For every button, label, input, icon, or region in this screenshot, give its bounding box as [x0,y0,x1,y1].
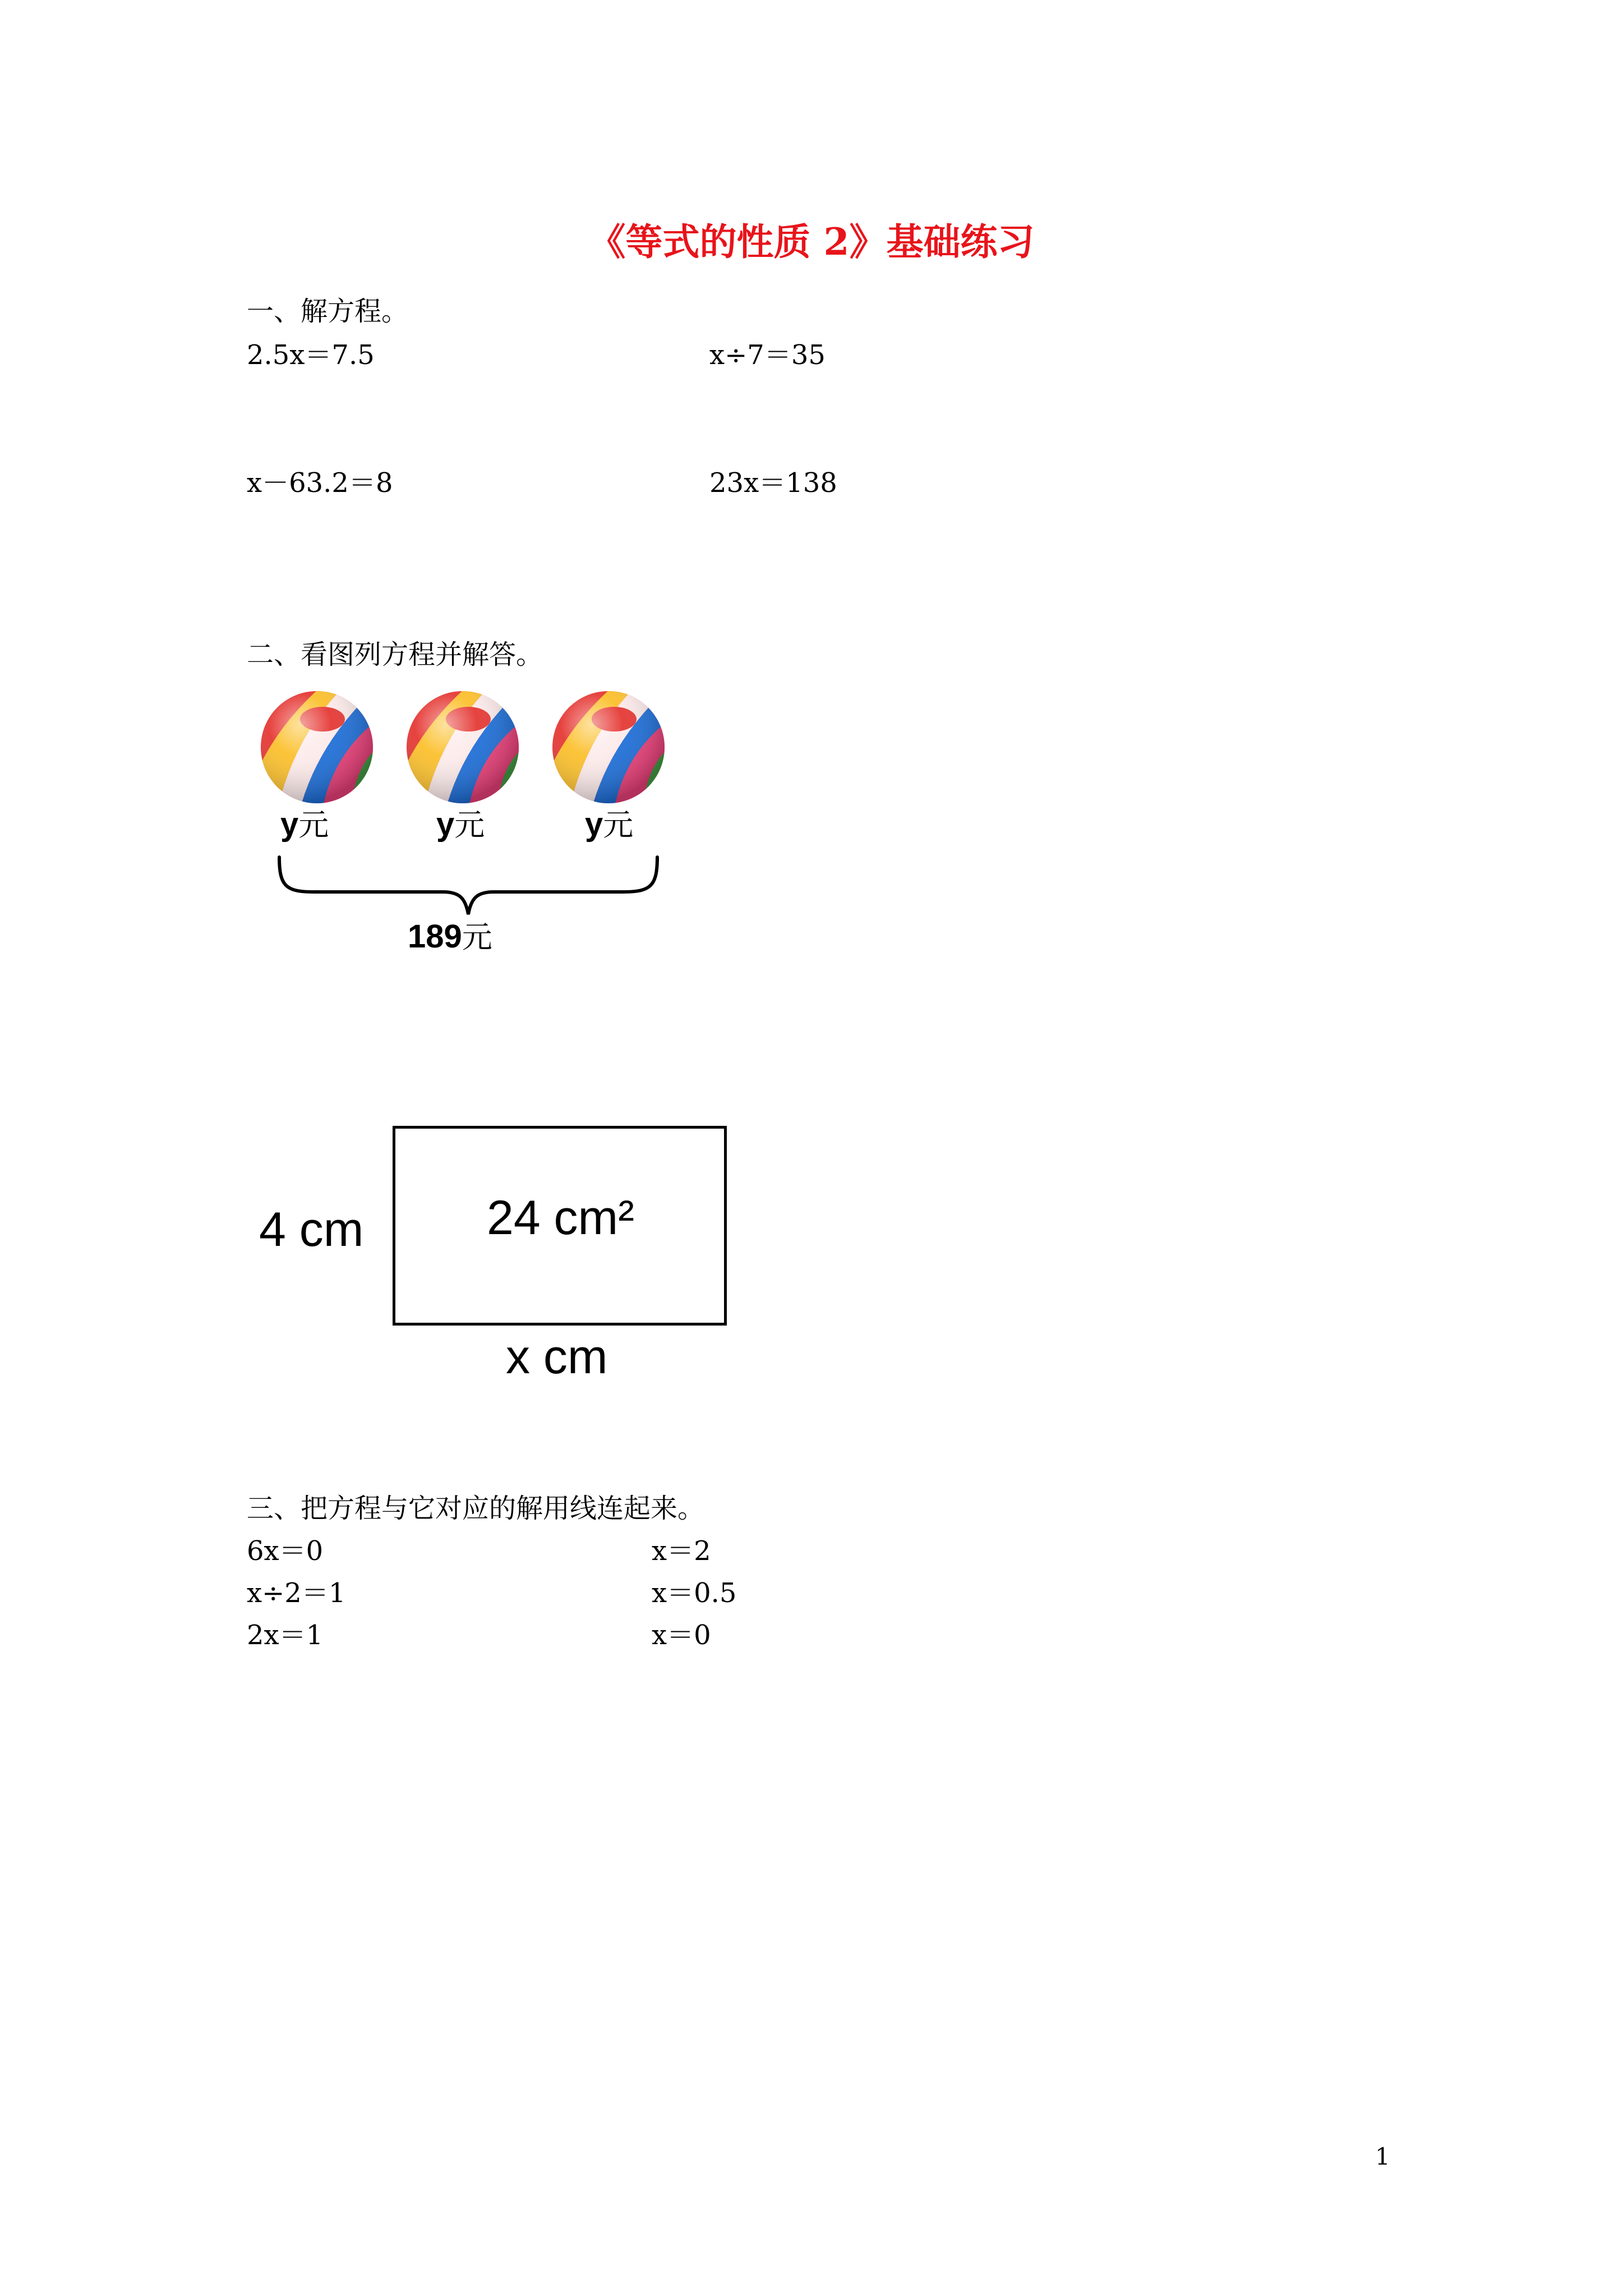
ball-price-unit: 元 [603,808,634,842]
rectangle-height-label: 4 cm [259,1203,364,1257]
total-price-value: 189 [408,918,462,955]
match-equation-3: 2x＝1 [247,1619,324,1651]
ball-price-var: y [436,806,455,843]
total-price-label [408,913,492,956]
equation-1: 2.5x＝7.5 [247,339,375,371]
beach-ball-icon [547,685,670,809]
ball-price-var: y [280,806,299,843]
match-solution-2: x＝0.5 [652,1577,737,1609]
page-title: 《等式的性质 2》基础练习 [588,220,1035,264]
ball-price-label [280,801,329,844]
section-3-heading: 三、把方程与它对应的解用线连起来。 [247,1493,705,1524]
beach-ball-icon [255,685,379,809]
match-equation-1: 6x＝0 [247,1535,324,1567]
ball-price-unit: 元 [454,808,485,842]
beach-ball-icon [401,685,524,809]
match-solution-1: x＝2 [652,1535,711,1567]
ball-price-var: y [585,806,603,843]
page-number: 1 [1375,2143,1390,2170]
equation-2: x÷7＝35 [709,339,826,371]
equation-3: x－63.2＝8 [247,467,393,499]
ball-price-unit: 元 [298,808,329,842]
match-solution-3: x＝0 [652,1619,711,1651]
ball-price-label [585,801,633,844]
rectangle-area-label: 24 cm² [487,1191,634,1245]
rectangle-width-label: x cm [506,1330,608,1384]
equation-4: 23x＝138 [709,467,837,499]
section-2-heading: 二、看图列方程并解答。 [247,639,543,670]
match-equation-2: x÷2＝1 [247,1577,346,1609]
total-price-unit: 元 [462,921,492,954]
ball-price-label [436,801,485,844]
section-1-heading: 一、解方程。 [247,296,409,327]
